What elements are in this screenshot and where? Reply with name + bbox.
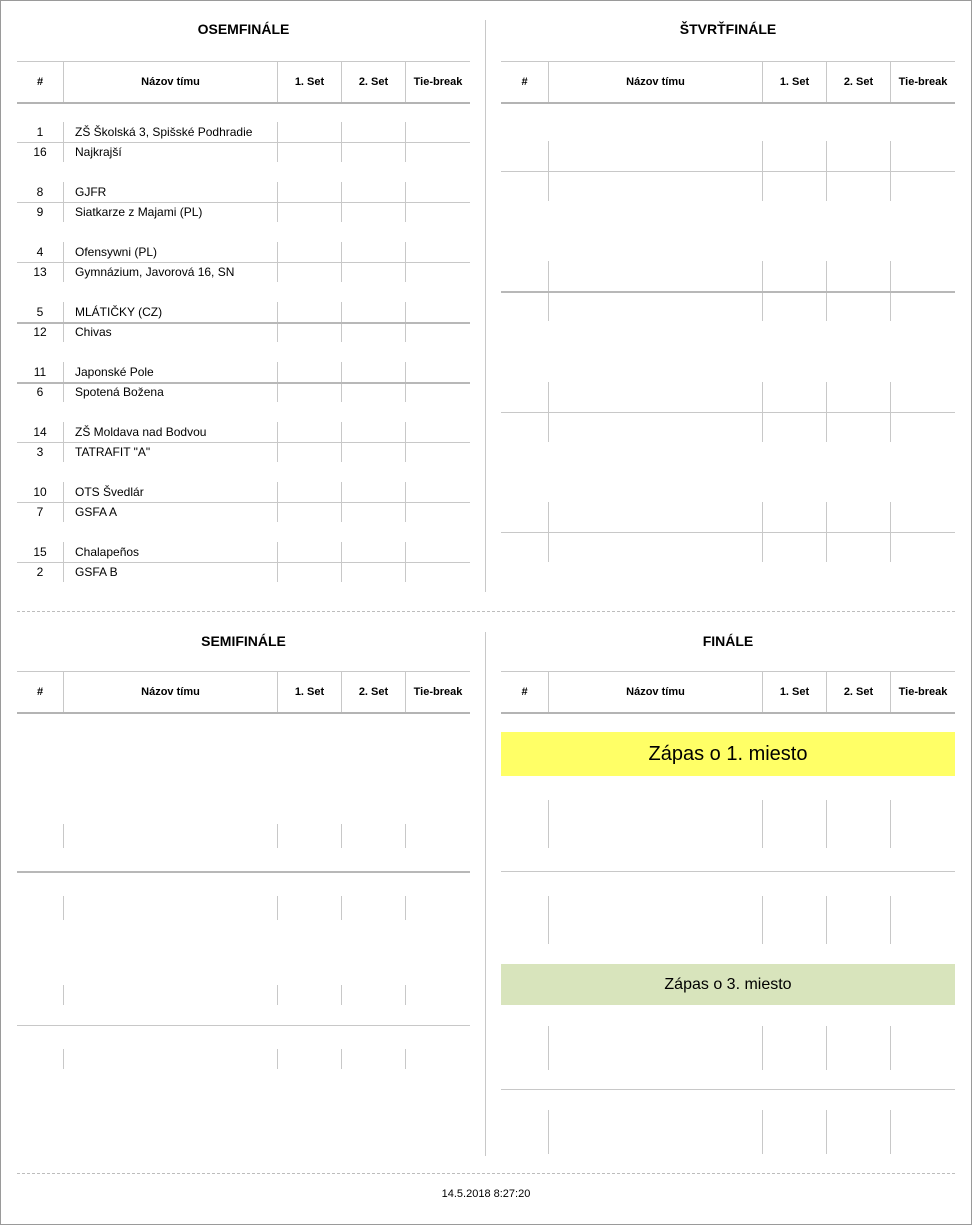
column-divider [341,896,342,920]
column-divider [341,985,342,1005]
column-divider [63,896,64,920]
team-seed: 10 [33,485,47,499]
column-divider [826,1110,827,1154]
column-divider [405,824,406,848]
col-team: Názov tímu [626,686,685,698]
col-team: Názov tímu [626,76,685,88]
team-name: GSFA A [75,505,118,519]
team-name: ZŠ Školská 3, Spišské Podhradie [75,125,253,139]
team-name: Spotená Božena [75,385,164,399]
column-divider [826,896,827,944]
column-divider [341,824,342,848]
column-divider [405,1049,406,1069]
print-timestamp: 14.5.2018 8:27:20 [441,1188,531,1200]
team-seed: 13 [33,265,47,279]
col-set1: 1. Set [779,76,810,88]
column-divider [63,1049,64,1069]
col-tiebreak: Tie-break [898,76,948,88]
column-divider [762,800,763,848]
column-divider [762,1110,763,1154]
team-name: ZŠ Moldava nad Bodvou [75,425,207,439]
column-divider [548,1110,549,1154]
col-tiebreak: Tie-break [413,76,463,88]
col-tiebreak: Tie-break [898,686,948,698]
team-seed: 9 [36,205,44,219]
osemfinale-title: OSEMFINÁLE [197,21,290,37]
finale-header [501,671,955,714]
column-divider [762,896,763,944]
column-divider [826,800,827,848]
team-seed: 4 [36,245,44,259]
team-name: Najkrajší [75,145,122,159]
col-seed: # [36,686,44,698]
team-name: Siatkarze z Majami (PL) [75,205,203,219]
team-seed: 14 [33,425,47,439]
team-name: TATRAFIT "A" [75,445,151,459]
col-seed: # [521,686,528,698]
team-name: GSFA B [75,565,118,579]
team-name: GJFR [75,185,107,199]
col-seed: # [521,76,528,88]
col-set1: 1. Set [294,686,325,698]
top-column-divider [485,20,486,592]
column-divider [890,1026,891,1070]
team-name: Chivas [75,325,112,339]
team-name: Gymnázium, Javorová 16, SN [75,265,235,279]
finale-title: FINÁLE [702,633,754,649]
column-divider [890,800,891,848]
footer-divider [17,1173,955,1174]
col-set2: 2. Set [843,76,874,88]
team-seed: 15 [33,545,47,559]
column-divider [826,1026,827,1070]
semifinale-header [17,671,470,714]
column-divider [277,824,278,848]
row-divider [501,871,955,872]
semifinale-panel [17,0,470,1160]
row-divider [501,1089,955,1090]
column-divider [405,985,406,1005]
team-seed: 2 [36,565,44,579]
stvrtfinale-title: ŠTVRŤFINÁLE [679,21,777,37]
team-seed: 5 [36,305,44,319]
team-seed: 1 [36,125,44,139]
column-divider [548,1026,549,1070]
column-divider [890,1110,891,1154]
team-name: Chalapeños [75,545,140,559]
column-divider [277,985,278,1005]
column-divider [277,1049,278,1069]
col-team: Názov tímu [141,76,200,88]
semifinale-title: SEMIFINÁLE [201,633,286,649]
column-divider [405,896,406,920]
team-name: MLÁTIČKY (CZ) [75,305,163,319]
column-divider [548,896,549,944]
team-name: OTS Švedlár [75,485,144,499]
team-name: Ofensywni (PL) [75,245,158,259]
row-divider [17,871,470,873]
column-divider [762,1026,763,1070]
row-divider [17,1025,470,1026]
team-seed: 3 [36,445,44,459]
team-seed: 11 [33,365,47,379]
col-seed: # [36,76,44,88]
finale-panel [501,0,955,1160]
team-seed: 7 [36,505,44,519]
col-set1: 1. Set [294,76,325,88]
third-place-banner: Zápas o 3. miesto [501,964,955,1005]
col-set1: 1. Set [779,686,810,698]
column-divider [63,824,64,848]
column-divider [63,985,64,1005]
team-seed: 16 [33,145,47,159]
column-divider [890,896,891,944]
column-divider [548,800,549,848]
col-team: Názov tímu [141,686,200,698]
team-name: Japonské Pole [75,365,154,379]
col-tiebreak: Tie-break [413,686,463,698]
team-seed: 8 [36,185,44,199]
col-set2: 2. Set [358,686,389,698]
bottom-column-divider [485,632,486,1156]
col-set2: 2. Set [843,686,874,698]
first-place-banner: Zápas o 1. miesto [501,732,955,776]
team-seed: 6 [36,385,44,399]
column-divider [341,1049,342,1069]
team-seed: 12 [33,325,47,339]
col-set2: 2. Set [358,76,389,88]
column-divider [277,896,278,920]
